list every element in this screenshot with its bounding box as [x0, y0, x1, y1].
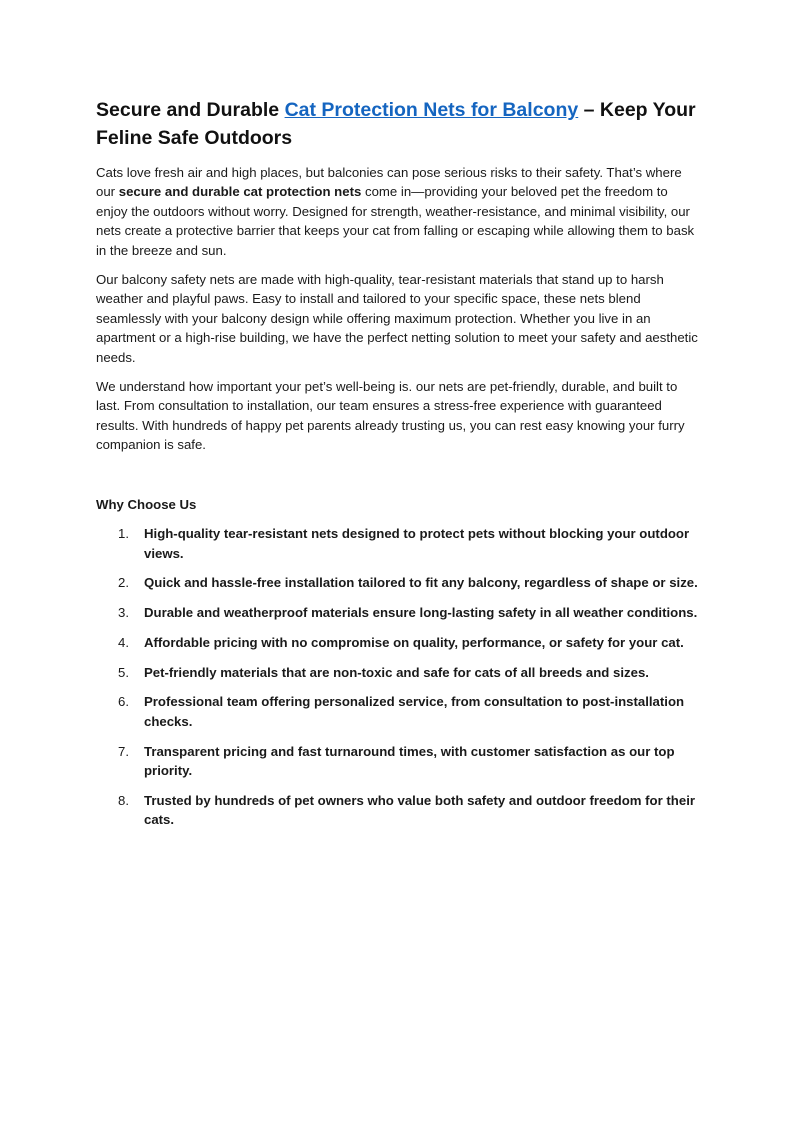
intro-text-before: Cats love fresh air and high places, but balconies can pose serious risks to their safety. That’s where our: [96, 165, 682, 200]
intro-paragraph: [96, 163, 700, 260]
list-item-number: 1.: [118, 526, 129, 542]
list-item: [96, 791, 700, 830]
list-item-text: High-quality tear-resistant nets designed to protect pets without blocking your outdoor views.: [144, 526, 690, 561]
list-item-text: Professional team offering personalized service, from consultation to post-installation checks.: [144, 694, 685, 729]
list-item-text: Pet-friendly materials that are non-toxic and safe for cats of all breeds and sizes.: [144, 664, 649, 680]
list-item-text: Trusted by hundreds of pet owners who value both safety and outdoor freedom for their cats.: [144, 792, 695, 828]
document-page: [96, 96, 700, 840]
list-item-number: 8.: [118, 792, 129, 808]
list-item: [96, 742, 700, 781]
intro-text-after: come in—providing your beloved pet the freedom to enjoy the outdoors without worry. Designed for strength, weather-resistance, and minimal visibility, our nets create a protective barrier that keeps your cat from falling or escaping while allowing them to bask in the breeze and sun.: [96, 184, 695, 258]
list-item-number: 7.: [118, 743, 129, 759]
list-item: [96, 633, 700, 652]
materials-paragraph: Our balcony safety nets are made with high-quality, tear-resistant materials that stand up to harsh weather and playful paws. Easy to install and tailored to your specific space, these nets blend seamlessly with your balcony design while offering maximum protection. Whether you live in an apartment or a high-rise building, we have the perfect netting solution to meet your safety and aesthetic needs.: [96, 272, 698, 365]
list-item-text: Affordable pricing with no compromise on quality, performance, or safety for your cat.: [144, 634, 684, 650]
list-item: [96, 692, 700, 731]
reasons-list: [96, 524, 700, 830]
list-item-text: Durable and weatherproof materials ensure long-lasting safety in all weather conditions.: [144, 605, 698, 621]
why-choose-us-heading: Why Choose Us: [96, 496, 197, 512]
list-item: [96, 663, 700, 682]
list-item-number: 2.: [118, 575, 129, 591]
list-item-text: Quick and hassle-free installation tailored to fit any balcony, regardless of shape or size.: [144, 575, 698, 591]
cat-protection-nets-link[interactable]: Cat Protection Nets for Balcony: [284, 99, 579, 121]
title-prefix: Secure and Durable: [96, 99, 285, 121]
title-suffix: – Keep Your Feline Safe Outdoors: [96, 99, 696, 149]
list-item-number: 5.: [118, 664, 129, 680]
list-item: [96, 603, 700, 622]
list-item-number: 4.: [118, 634, 129, 650]
list-item-number: 3.: [118, 605, 129, 621]
intro-bold-text: secure and durable cat protection nets: [118, 184, 362, 200]
list-item: [96, 524, 700, 563]
list-item-text: Transparent pricing and fast turnaround times, with customer satisfaction as our top priority.: [144, 743, 675, 779]
list-item-number: 6.: [118, 694, 129, 710]
page-title: [96, 96, 700, 152]
list-item: [96, 573, 700, 592]
commitment-paragraph: We understand how important your pet’s well-being is. our nets are pet-friendly, durable, and built to last. From consultation to installation, our team ensures a stress-free experience with guaranteed results. With hundreds of happy pet parents already trusting us, you can rest easy knowing your furry companion is safe.: [96, 379, 685, 453]
